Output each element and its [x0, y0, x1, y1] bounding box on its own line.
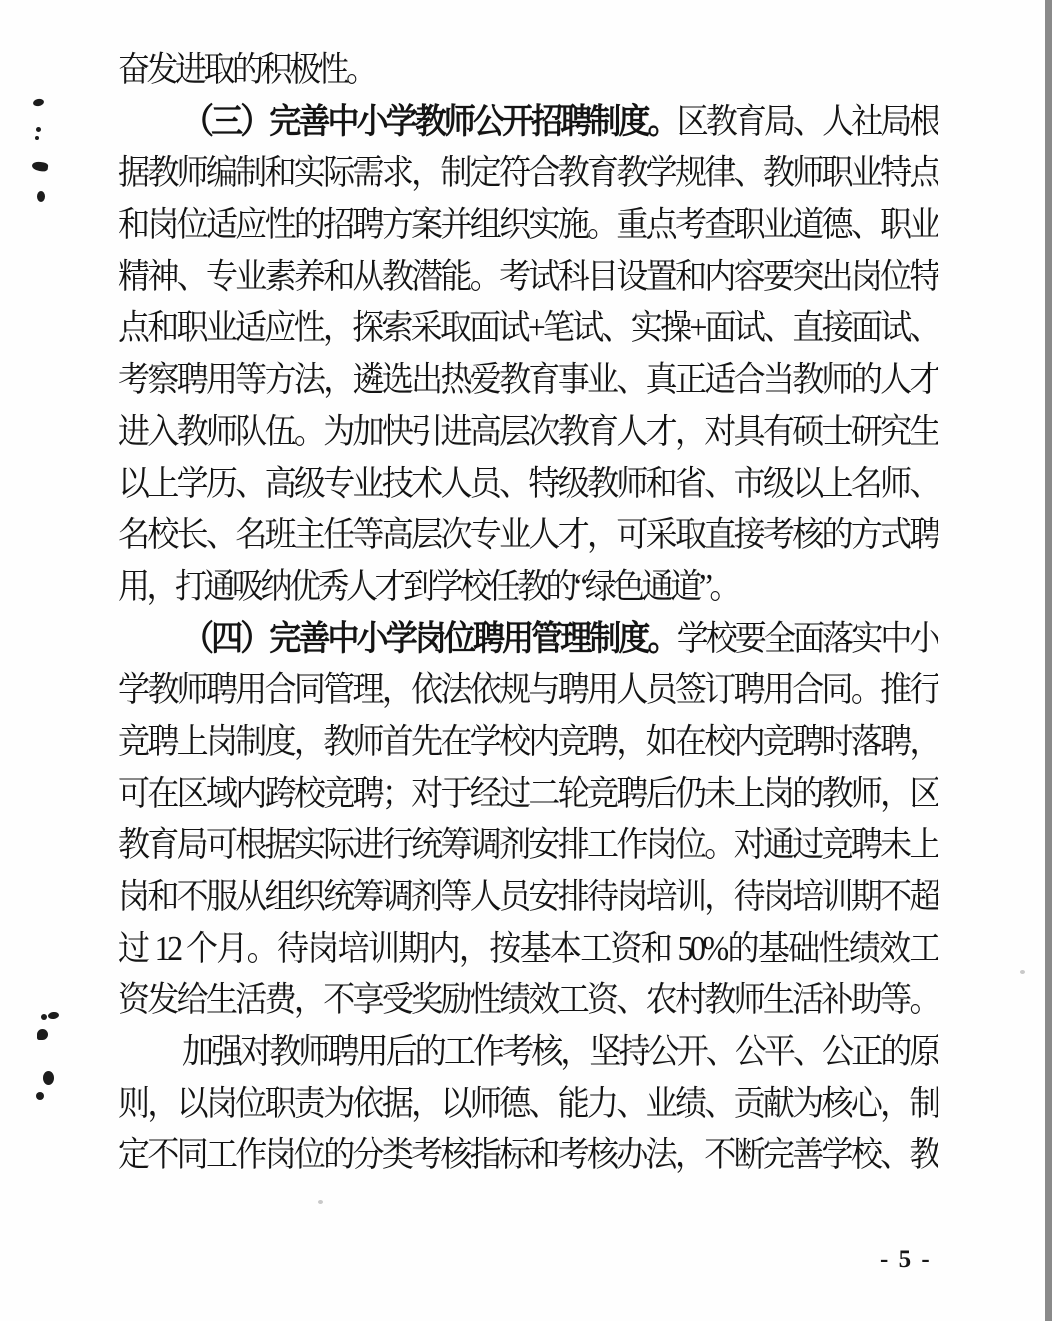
line-text: 可在区域内跨校竞聘；对于经过二轮竞聘后仍未上岗的教师，区: [118, 773, 938, 812]
line-text: 奋发进取的积极性。: [118, 49, 375, 89]
line-text: 学教师聘用合同管理，依法依规与聘用人员签订聘用合同。推行: [118, 669, 938, 709]
text-line: [118, 1024, 938, 1080]
line-text: 岗和不服从组织统筹调剂等人员安排待岗培训，待岗培训期不超: [118, 876, 938, 916]
ink-speck: [36, 1092, 44, 1100]
document-text-block: [118, 44, 938, 1181]
text-line: [118, 300, 938, 356]
line-text: 学校要全面落实中小: [676, 618, 938, 657]
ink-speck: [37, 1029, 48, 1040]
line-text: 和岗位适应性的招聘方案并组织实施。重点考查职业道德、职业: [118, 204, 938, 244]
ink-speck: [35, 136, 39, 140]
section-heading-4: （四）完善中小学岗位聘用管理制度。: [182, 618, 677, 657]
line-text: 竞聘上岗制度，教师首先在学校内竞聘，如在校内竞聘时落聘，: [118, 721, 938, 761]
scan-edge: [1045, 0, 1052, 1321]
line-text: 点和职业适应性，探索采取面试+笔试、实操+面试、直接面试、: [118, 307, 938, 347]
line-text: 以上学历、高级专业技术人员、特级教师和省、市级以上名师、: [118, 462, 938, 502]
text-line: [118, 404, 938, 460]
ink-speck: [31, 161, 48, 172]
line-text: 加强对教师聘用后的工作考核，坚持公开、公平、公正的原: [182, 1031, 938, 1071]
ink-speck: [32, 98, 44, 107]
line-text: 精神、专业素养和从教潜能。考试科目设置和内容要突出岗位特: [118, 256, 938, 296]
line-text: 区教育局、人社局根: [676, 101, 938, 141]
line-text: 据教师编制和实际需求，制定符合教育教学规律、教师职业特点: [118, 152, 938, 192]
ink-speck: [36, 127, 41, 132]
line-text: 定不同工作岗位的分类考核指标和考核办法，不断完善学校、教: [118, 1134, 938, 1174]
text-line: [118, 145, 938, 201]
ink-speck: [318, 1200, 323, 1204]
text-line: [118, 249, 938, 305]
line-text: 用，打通吸纳优秀人才到学校任教的“绿色通道”。: [118, 566, 738, 606]
text-line: [118, 455, 938, 511]
ink-speck: [37, 191, 45, 202]
text-line: [118, 972, 938, 1028]
ink-speck: [43, 1071, 54, 1085]
text-line: [118, 42, 938, 98]
text-line: [118, 94, 938, 150]
line-text: 教育局可根据实际进行统筹调剂安排工作岗位。对通过竞聘未上: [118, 824, 938, 864]
section-heading-3: （三）完善中小学教师公开招聘制度。: [182, 101, 677, 141]
text-line: [118, 610, 938, 666]
ink-speck: [41, 1014, 47, 1020]
ink-speck: [48, 1011, 60, 1019]
text-line: [118, 662, 938, 718]
line-text: 则，以岗位职责为依据，以师德、能力、业绩、贡献为核心，制: [118, 1083, 938, 1123]
text-line: [118, 197, 938, 253]
text-line: [118, 817, 938, 873]
page-number: - 5 -: [880, 1246, 932, 1273]
line-text: 资发给生活费，不享受奖励性绩效工资、农村教师生活补助等。: [118, 979, 938, 1019]
text-line: [118, 714, 938, 770]
line-text: 过 12 个月。待岗培训期内，按基本工资和 50%的基础性绩效工: [118, 928, 938, 968]
ink-speck: [1020, 970, 1025, 974]
line-text: 考察聘用等方法，遴选出热爱教育事业、真正适合当教师的人才: [118, 359, 938, 399]
text-line: [118, 507, 938, 563]
text-line: [118, 1076, 938, 1132]
text-line: [118, 921, 938, 977]
line-text: 进入教师队伍。为加快引进高层次教育人才，对具有硕士研究生: [118, 411, 938, 451]
text-line: [118, 559, 938, 615]
text-line: [118, 1127, 938, 1183]
text-line: [118, 352, 938, 408]
text-line: [118, 766, 938, 822]
line-text: 名校长、名班主任等高层次专业人才，可采取直接考核的方式聘: [118, 514, 938, 554]
text-line: [118, 869, 938, 925]
